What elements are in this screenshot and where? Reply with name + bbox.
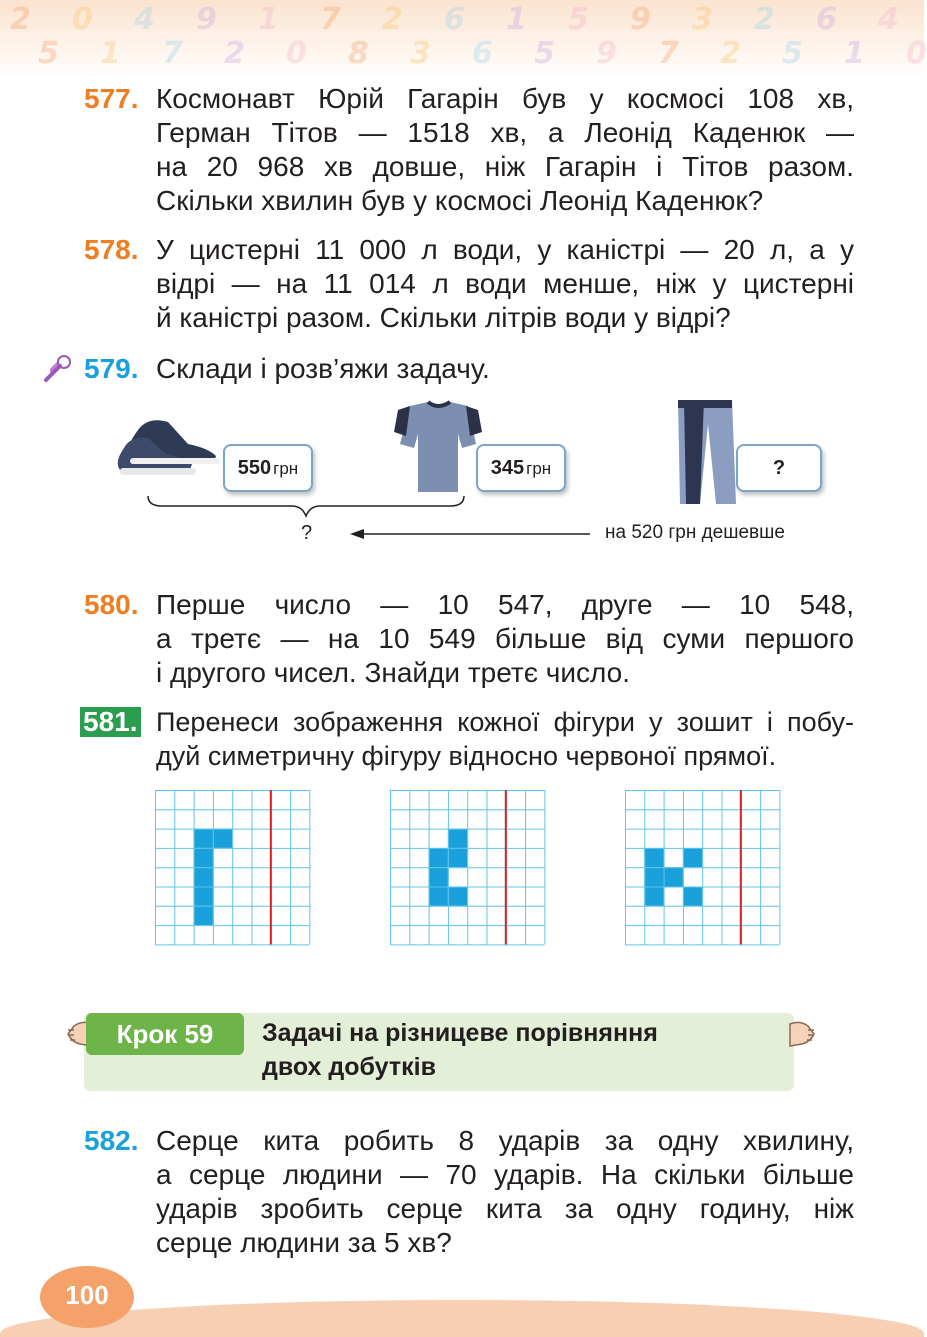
figure-cell [429,848,448,867]
header-digit: 8 [348,36,369,71]
symmetry-grid-3 [625,790,781,946]
header-digit: 6 [472,36,493,71]
footer-band [0,1300,924,1337]
problem-580 [84,588,854,690]
figure-cell [194,887,213,906]
figure-cell [194,829,213,848]
brace-shape [148,496,464,516]
figure-cell [664,867,683,886]
price-value: 345 [490,457,525,479]
header-digit: 2 [720,36,741,71]
sneakers-price-tag [223,444,313,492]
figure-cell [194,906,213,925]
header-digit: 0 [72,2,93,37]
figure-cell [683,887,702,906]
figure-cell [448,848,467,867]
header-digit: 3 [410,36,431,71]
text-line: Серце кита робить 8 ударів за одну хвилину, [156,1125,854,1156]
step-title-line: двох добутків [262,1053,436,1081]
problem-text [156,233,854,335]
figure-cell [194,848,213,867]
sneakers-icon [118,420,220,475]
header-digit: 6 [816,2,837,37]
step-title [262,1016,658,1084]
header-digit: 9 [196,2,217,37]
header-digit: 5 [568,2,589,37]
problem-578 [84,233,854,335]
problem-number: 582. [84,1125,139,1156]
header-digit: 1 [258,2,279,37]
header-digit: 2 [10,2,31,37]
pointing-hand-right-icon [786,1018,816,1052]
figure-cell [683,848,702,867]
header-digit: 2 [754,2,775,37]
header-band [0,0,927,80]
text-line: Склади і розв’яжи задачу. [156,353,490,384]
header-digit: 5 [782,36,803,71]
problem-number: 581. [80,707,141,737]
figure-cell [644,887,663,906]
header-digit: 4 [878,2,899,37]
problem-number: 577. [84,83,139,114]
text-line: відрі — на 11 014 л води менше, ніж у цистерні [156,268,854,299]
currency-label: грн [273,459,299,478]
price-value: 550 [237,457,272,479]
header-digit: 6 [444,2,465,37]
header-digit: 7 [658,36,679,71]
figure-cell [429,867,448,886]
header-digit: 3 [692,2,713,37]
figure-cell [194,867,213,886]
step-title-line: Задачі на різницеве порівняння [262,1019,658,1047]
header-digit: 0 [906,36,927,71]
header-digit: 0 [286,36,307,71]
header-digit: 7 [162,36,183,71]
problem-582 [84,1124,854,1260]
header-digit: 1 [100,36,121,71]
text-line: й каністрі разом. Скільки літрів води у відрі? [156,302,731,333]
figure-cell [644,848,663,867]
text-line: на 20 968 хв довше, ніж Гагарін і Тітов разом. [156,151,854,182]
arrow-head-icon [350,529,364,539]
tshirt-icon [394,402,482,492]
figure-cell [448,887,467,906]
symmetry-grid-1 [155,790,311,946]
problem-text [156,705,854,773]
pants-icon [678,400,736,504]
header-digit: 9 [596,36,617,71]
text-line: ударів зробить серце кита за одну годину, ніж [156,1193,854,1224]
text-line: серце людини за 5 хв? [156,1227,452,1258]
price-value: ? [772,457,786,479]
text-line: У цистерні 11 000 л води, у каністрі — 20 л, а у [156,234,854,265]
header-digit: 9 [630,2,651,37]
header-digit: 7 [320,2,341,37]
figure-cell [429,887,448,906]
figure-cell [448,829,467,848]
problem-581 [84,705,854,773]
header-digit: 2 [224,36,245,71]
header-digit: 5 [534,36,555,71]
problem-text [156,1124,854,1260]
microphone-icon [40,352,74,386]
symmetry-grid-2 [390,790,546,946]
header-digit: 2 [382,2,403,37]
figure-cell [644,867,663,886]
currency-label: грн [526,459,552,478]
text-line: Космонавт Юрій Гагарін був у космосі 108 хв, [156,83,854,114]
text-line: Скільки хвилин був у космосі Леонід Каденюк? [156,185,764,216]
problem-579 [84,352,854,386]
problem-text [156,82,854,218]
pants-price-tag [736,444,822,492]
problem-579-illustration [0,400,924,560]
text-line: а третє — на 10 549 більше від суми першого [156,623,854,654]
problem-number: 579. [84,353,139,384]
problem-text [156,352,854,386]
text-line: Герман Тітов — 1518 хв, а Леонід Каденюк — [156,117,854,148]
text-line: Перенеси зображення кожної фігури у зошит і побу- [156,707,854,737]
header-digit: 1 [506,2,527,37]
header-digit: 4 [134,2,155,37]
problem-number: 578. [84,234,139,265]
text-line: і другого чисел. Знайди третє число. [156,657,630,688]
sum-question-mark: ? [301,522,313,544]
page-number: 100 [40,1266,134,1328]
text-line: Перше число — 10 547, друге — 10 548, [156,589,854,620]
header-digit: 5 [38,36,59,71]
header-digit: 1 [844,36,865,71]
cheaper-label: на 520 грн дешевше [605,522,785,543]
text-line: а серце людини — 70 ударів. На скільки більше [156,1159,854,1190]
figure-cell [213,829,232,848]
shirt-price-tag [476,444,566,492]
problem-577 [84,82,854,218]
text-line: дуй симетричну фігуру відносно червоної прямої. [156,741,777,771]
step-badge: Крок 59 [86,1013,244,1055]
problem-text [156,588,854,690]
problem-number: 580. [84,589,139,620]
